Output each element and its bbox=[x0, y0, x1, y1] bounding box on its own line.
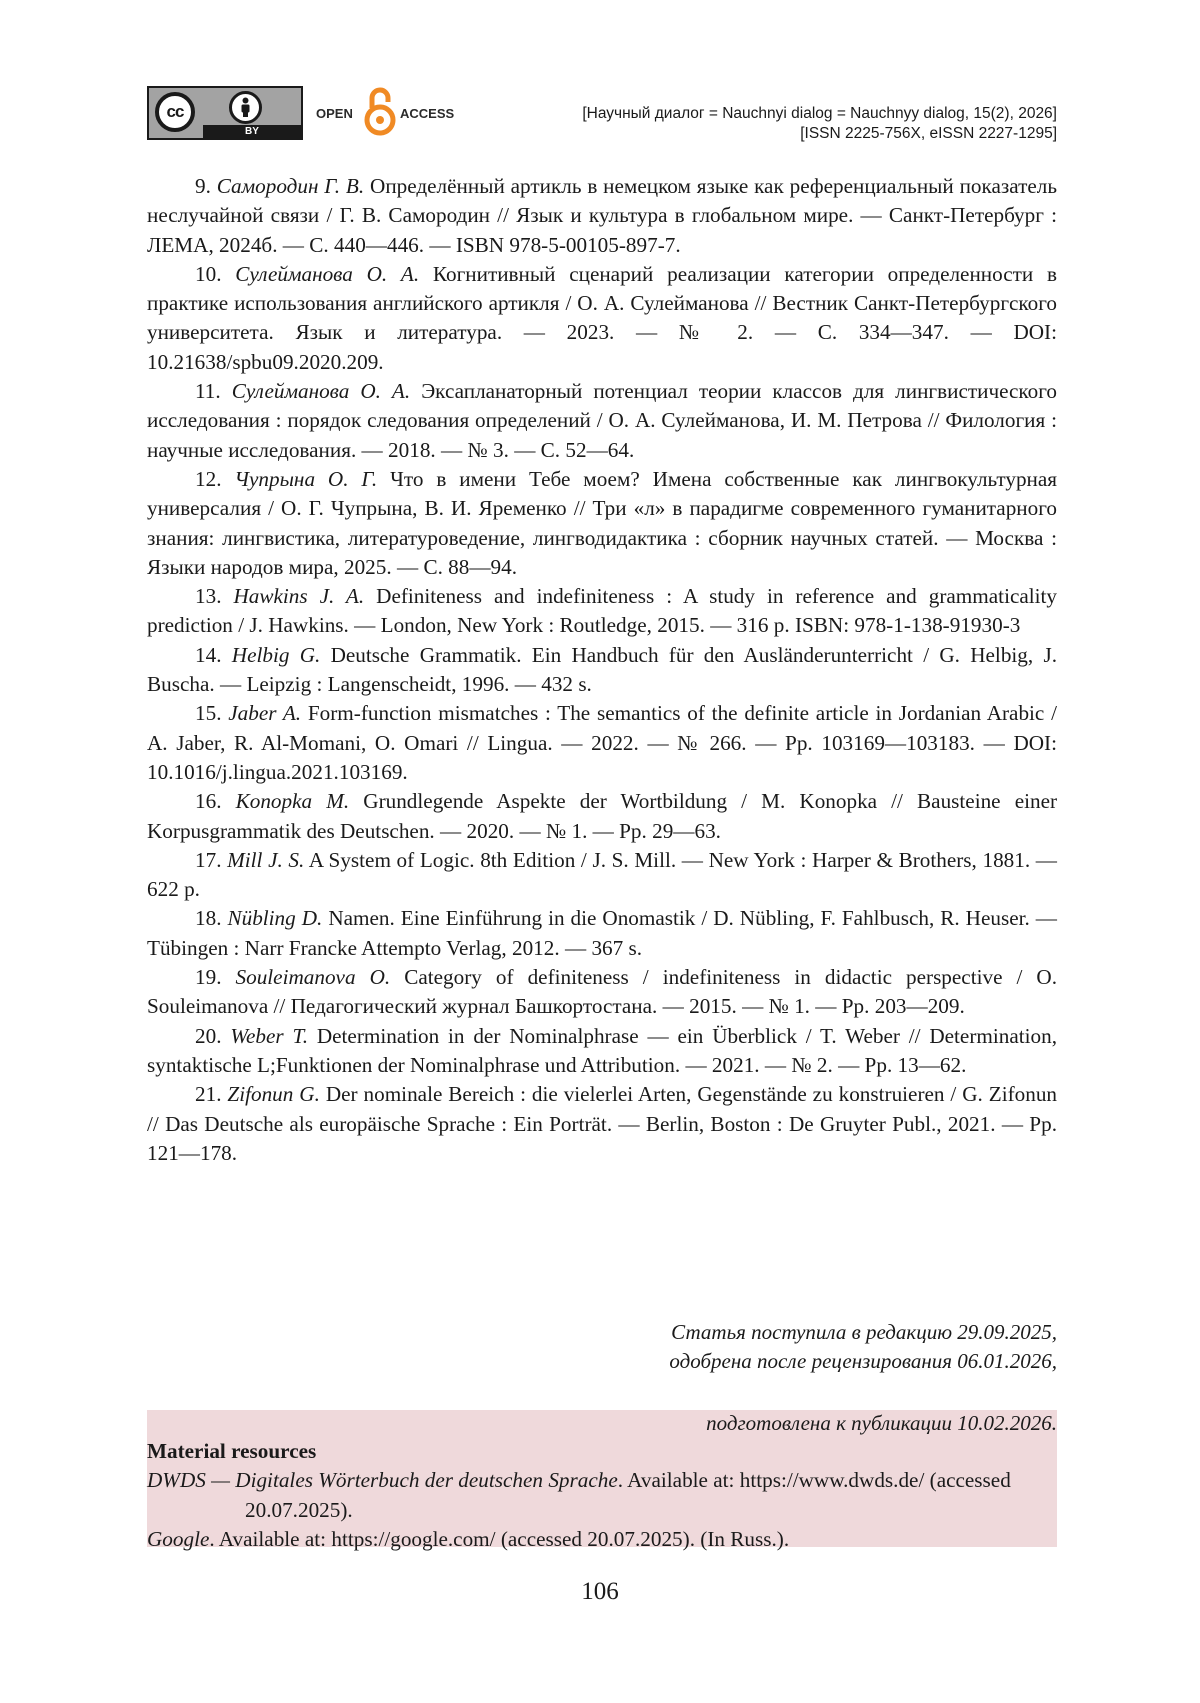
reference-text: Form-function mismatches : The semantics of the definite article in Jordanian Arabic / A. Jaber, R. Al-Momani, O. Omari // Lingua. — 2022. — № 266. — Pp. 103169—103183. — DOI: 10.1016/j.lingua.2021.103169. bbox=[147, 701, 1057, 784]
material-resources-title: Material resources bbox=[147, 1439, 317, 1463]
reference-text: Эксапланаторный потенциал теории классов для лингвистического исследования : порядок следования определений / О. А. Сулейманова, И. М. Петрова // Филология : научные исследования. — 2018. — № 3. — С. 52—64. bbox=[147, 379, 1058, 462]
material-resource-item bbox=[147, 1525, 1057, 1554]
reference-text: Namen. Eine Einführung in die Onomastik / D. Nübling, F. Fahlbusch, R. Heuser. — Tübingen : Narr Francke Attempto Verlag, 2012. — 367 s. bbox=[147, 906, 1057, 960]
open-access-open-text: OPEN bbox=[316, 106, 353, 121]
reference-item bbox=[147, 172, 1057, 260]
reference-number: 11. bbox=[195, 379, 221, 404]
reference-text: Что в имени Тебе моем? Имена собственные как лингвокультурная универсалия / О. Г. Чупрына, В. И. Яременко // Три «л» в парадигме современного гуманитарного знания: лингвистика, литературоведение, лингводидактика : сборник научных статей. — Москва : Языки народов мира, 2025. — С. 88—94. bbox=[147, 466, 1058, 579]
reference-item bbox=[147, 787, 1057, 846]
reference-author: Konopka M. bbox=[235, 789, 350, 814]
reference-text: Определённый артикль в немецком языке как референциальный показатель неслучайной связи / Г. В. Самородин // Язык и культура в глобальном мире. — Санкт-Петербург : ЛЕМА, 2024б. — С. 440—446. — ISBN 978-5-00105-897-7. bbox=[147, 174, 1058, 257]
reference-item bbox=[147, 904, 1057, 963]
reference-author: Jaber A. bbox=[228, 701, 302, 726]
reference-text: Когнитивный сценарий реализации категории определенности в практике использования английского артикля / О. А. Сулейманова // Вестник Санкт-Петербургского университета. Язык и литература. — 2023. — № 2. — С. 334—347. — DOI: 10.21638/spbu09.2020.209. bbox=[147, 261, 1058, 374]
by-label: BY bbox=[203, 125, 301, 138]
reference-author: Weber T. bbox=[230, 1023, 308, 1048]
reference-number: 17. bbox=[195, 847, 222, 872]
reference-author: Zifonun G. bbox=[227, 1082, 320, 1107]
reference-number: 13. bbox=[195, 584, 222, 609]
reference-item bbox=[147, 1022, 1057, 1081]
reference-number: 14. bbox=[195, 642, 222, 667]
resource-details: . Available at: https://google.com/ (accessed 20.07.2025). (In Russ.). bbox=[209, 1526, 790, 1551]
resource-details: . Available at: https://www.dwds.de/ (accessed 20.07.2025). bbox=[245, 1468, 1011, 1522]
reference-item bbox=[147, 846, 1057, 905]
received-date: Статья поступила в редакцию 29.09.2025, bbox=[671, 1320, 1057, 1344]
journal-citation bbox=[582, 104, 1057, 144]
reference-text: A System of Logic. 8th Edition / J. S. Mill. — New York : Harper & Brothers, 1881. — 622 p. bbox=[147, 847, 1057, 902]
reference-author: Сулейманова О. А. bbox=[235, 261, 420, 286]
reference-text: Grundlegende Aspekte der Wortbildung / M. Konopka // Bausteine einer Korpusgrammatik des Deutschen. — 2020. — № 1. — Pp. 29—63. bbox=[147, 789, 1058, 843]
reference-text: Der nominale Bereich : die vielerlei Arten, Gegenstände zu konstruieren / G. Zifonun // Das Deutsche als europäische Sprache : Ein Porträt. — Berlin, Boston : De Gruyter Publ., 2021. — Pp. 121—178. bbox=[147, 1082, 1058, 1165]
reference-author: Сулейманова О. А. bbox=[231, 379, 411, 404]
cc-by-license-badge bbox=[147, 86, 303, 140]
reference-author: Souleimanova O. bbox=[235, 965, 391, 990]
reference-number: 12. bbox=[195, 466, 222, 491]
material-resources bbox=[147, 1437, 1057, 1554]
reference-author: Helbig G. bbox=[231, 642, 321, 667]
reference-item bbox=[147, 260, 1057, 377]
reference-item bbox=[147, 641, 1057, 700]
material-resource-item bbox=[147, 1466, 1057, 1525]
approved-date: одобрена после рецензирования 06.01.2026, bbox=[669, 1349, 1057, 1373]
reference-author: Чупрына О. Г. bbox=[234, 466, 378, 491]
reference-text: Category of definiteness / indefiniteness in didactic perspective / O. Souleimanova // Педагогический журнал Башкортостана. — 2015. — № 1. — Pp. 203—209. bbox=[147, 965, 1058, 1019]
resource-title: Google bbox=[147, 1526, 210, 1551]
reference-text: Deutsche Grammatik. Ein Handbuch für den Ausländerunterricht / G. Helbig, J. Buscha. — Leipzig : Langenscheidt, 1996. — 432 s. bbox=[147, 642, 1058, 697]
reference-text: Definiteness and indefiniteness : A study in reference and grammaticality prediction / J. Hawkins. — London, New York : Routledge, 2015. — 316 p. ISBN: 978-1-138-91930-3 bbox=[147, 584, 1058, 638]
reference-item bbox=[147, 963, 1057, 1022]
reference-item bbox=[147, 582, 1057, 641]
reference-number: 21. bbox=[195, 1082, 222, 1107]
reference-number: 19. bbox=[195, 965, 222, 990]
cc-icon bbox=[155, 92, 195, 132]
reference-item bbox=[147, 1080, 1057, 1168]
journal-citation-line1: [Научный диалог = Nauchnyi dialog = Nauchnyy dialog, 15(2), 2026] bbox=[582, 105, 1057, 122]
prepared-date: подготовлена к публикации 10.02.2026. bbox=[706, 1411, 1057, 1435]
journal-issn-line: [ISSN 2225-756X, eISSN 2227-1295] bbox=[800, 125, 1057, 142]
reference-item bbox=[147, 465, 1057, 582]
reference-author: Nübling D. bbox=[227, 906, 323, 931]
reference-number: 20. bbox=[195, 1023, 222, 1048]
attribution-person-icon bbox=[229, 91, 262, 124]
cc-icon-label: cc bbox=[166, 102, 184, 121]
page-number: 106 bbox=[581, 1578, 619, 1605]
open-access-logo bbox=[316, 86, 456, 138]
reference-author: Hawkins J. A. bbox=[233, 584, 365, 609]
reference-item bbox=[147, 377, 1057, 465]
reference-number: 16. bbox=[195, 789, 222, 814]
reference-author: Mill J. S. bbox=[227, 847, 305, 872]
open-access-access-text: ACCESS bbox=[400, 106, 455, 121]
article-dates bbox=[669, 1318, 1057, 1376]
reference-number: 10. bbox=[195, 261, 222, 286]
reference-list bbox=[147, 172, 1057, 1168]
reference-number: 18. bbox=[195, 906, 222, 931]
open-access-lock-icon bbox=[362, 86, 398, 138]
reference-text: Determination in der Nominalphrase — ein Überblick / T. Weber // Determination, syntaktische L;Funktionen der Nominalphrase und Attribution. — 2021. — № 2. — Pp. 13—62. bbox=[147, 1023, 1058, 1077]
resource-title: DWDS — Digitales Wörterbuch der deutschen Sprache bbox=[147, 1468, 618, 1493]
reference-number: 9. bbox=[195, 174, 211, 198]
reference-number: 15. bbox=[195, 701, 222, 726]
reference-author: Самородин Г. В. bbox=[216, 174, 365, 198]
reference-item bbox=[147, 699, 1057, 787]
